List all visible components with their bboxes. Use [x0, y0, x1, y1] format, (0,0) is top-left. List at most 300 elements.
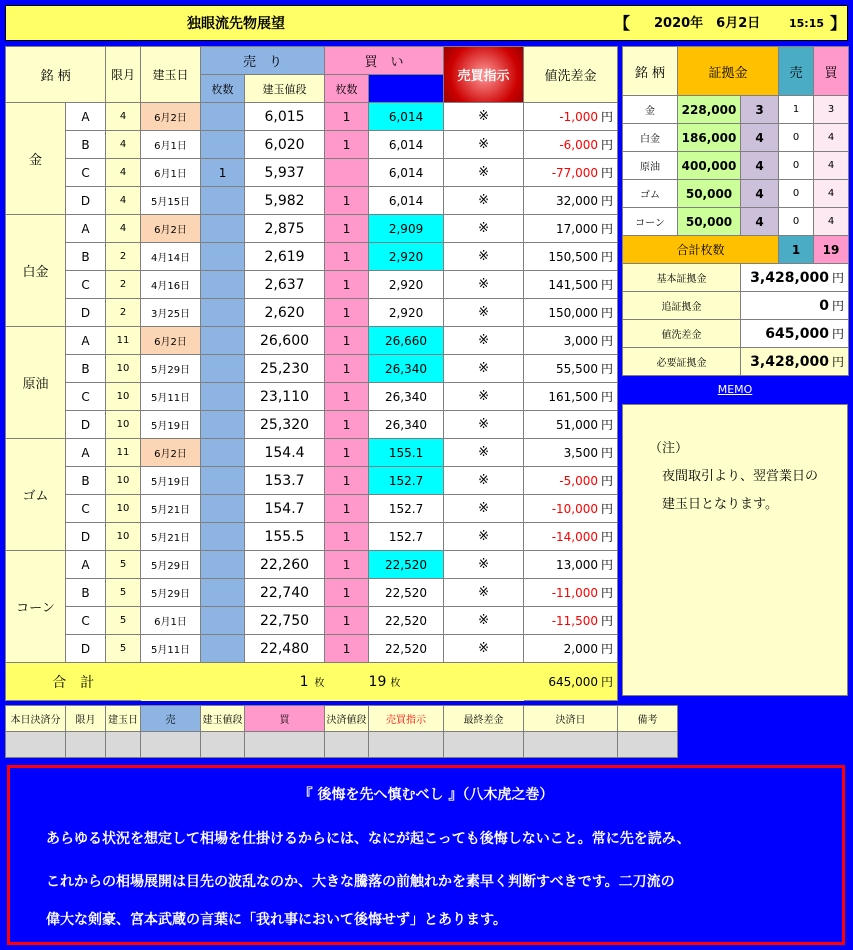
position-date: 6月2日 — [141, 215, 201, 243]
sell-qty[interactable] — [201, 635, 245, 663]
close-price: 22,520 — [369, 635, 444, 663]
buy-qty[interactable]: 1 — [325, 383, 369, 411]
position-date: 5月11日 — [141, 635, 201, 663]
header-tategyoku-nedan: 建玉値段 — [245, 75, 325, 103]
position-date: 5月29日 — [141, 355, 201, 383]
summary-amount: 645,000 — [765, 326, 829, 342]
slot-label: D — [66, 299, 106, 327]
settlement-cell[interactable] — [201, 732, 245, 758]
sell-qty[interactable] — [201, 355, 245, 383]
sell-qty[interactable] — [201, 523, 245, 551]
slot-label: C — [66, 607, 106, 635]
margin-row — [623, 180, 849, 208]
valuation-diff — [524, 131, 618, 159]
valuation-diff-value: 3,000 — [563, 334, 599, 348]
entry-price[interactable]: 22,480 — [245, 635, 325, 663]
close-price: 2,909 — [369, 215, 444, 243]
header-sell-qty: 枚数 — [201, 75, 245, 103]
valuation-diff — [524, 187, 618, 215]
yen-unit: 円 — [601, 278, 614, 292]
valuation-diff — [524, 383, 618, 411]
summary-row — [623, 320, 849, 348]
entry-price[interactable]: 26,600 — [245, 327, 325, 355]
yen-unit: 円 — [601, 194, 614, 208]
slot-label: A — [66, 551, 106, 579]
valuation-diff — [524, 159, 618, 187]
sell-qty[interactable] — [201, 383, 245, 411]
contract-month: 10 — [106, 383, 141, 411]
sell-qty[interactable] — [201, 243, 245, 271]
entry-price[interactable]: 2,619 — [245, 243, 325, 271]
settlement-header: 最終差金 — [444, 706, 524, 732]
margin-count: 4 — [741, 208, 779, 236]
margin-table — [622, 46, 849, 376]
summary-value — [741, 320, 849, 348]
valuation-diff-value: 13,000 — [556, 558, 599, 572]
close-price: 155.1 — [369, 439, 444, 467]
sell-qty[interactable] — [201, 215, 245, 243]
contract-month: 4 — [106, 131, 141, 159]
sell-qty[interactable] — [201, 579, 245, 607]
buy-qty[interactable] — [325, 159, 369, 187]
trade-instruction[interactable]: ※ — [444, 467, 524, 495]
position-date: 5月11日 — [141, 383, 201, 411]
trade-instruction[interactable]: ※ — [444, 579, 524, 607]
margin-total-sell: 1 — [779, 236, 814, 264]
margin-commodity: 白金 — [623, 124, 678, 152]
contract-month: 4 — [106, 187, 141, 215]
settlement-cell[interactable] — [66, 732, 106, 758]
yen-unit: 円 — [832, 299, 845, 313]
settlement-cell[interactable] — [6, 732, 66, 758]
buy-qty[interactable]: 1 — [325, 355, 369, 383]
close-price: 2,920 — [369, 271, 444, 299]
margin-count: 4 — [741, 180, 779, 208]
slot-label: C — [66, 383, 106, 411]
slot-label: B — [66, 131, 106, 159]
settlement-cell[interactable] — [524, 732, 618, 758]
position-date: 3月25日 — [141, 299, 201, 327]
quote-line-2: これからの相場展開は目先の波乱なのか、大きな騰落の前触れかを素早く判断すべきです。二刀流の — [46, 874, 675, 890]
margin-buy: 4 — [814, 124, 849, 152]
settlement-header-row — [6, 706, 849, 732]
summary-amount: 3,428,000 — [750, 270, 829, 286]
summary-amount: 0 — [819, 298, 829, 314]
buy-qty[interactable]: 1 — [325, 187, 369, 215]
yen-unit: 円 — [601, 675, 614, 689]
trade-instruction[interactable]: ※ — [444, 383, 524, 411]
entry-price[interactable]: 23,110 — [245, 383, 325, 411]
slot-label: B — [66, 579, 106, 607]
trade-instruction[interactable]: ※ — [444, 327, 524, 355]
valuation-diff — [524, 411, 618, 439]
table-row — [6, 467, 618, 495]
entry-price[interactable]: 25,230 — [245, 355, 325, 383]
trade-instruction[interactable]: ※ — [444, 159, 524, 187]
sell-qty[interactable] — [201, 299, 245, 327]
valuation-diff — [524, 635, 618, 663]
table-row — [6, 383, 618, 411]
valuation-diff-value: -11,000 — [551, 586, 599, 600]
buy-qty[interactable]: 1 — [325, 467, 369, 495]
buy-qty[interactable]: 1 — [325, 299, 369, 327]
trade-instruction[interactable]: ※ — [444, 523, 524, 551]
position-date: 6月1日 — [141, 159, 201, 187]
total-label: 合 計 — [6, 663, 141, 701]
entry-price[interactable]: 6,015 — [245, 103, 325, 131]
close-price: 2,920 — [369, 299, 444, 327]
yen-unit: 円 — [601, 222, 614, 236]
position-date: 5月19日 — [141, 411, 201, 439]
buy-qty[interactable]: 1 — [325, 271, 369, 299]
slot-label: C — [66, 495, 106, 523]
entry-price[interactable]: 5,937 — [245, 159, 325, 187]
valuation-diff-value: 51,000 — [556, 418, 599, 432]
settlement-header: 決済日 — [524, 706, 618, 732]
close-price: 26,340 — [369, 411, 444, 439]
positions-table — [5, 46, 618, 701]
margin-total-label: 合計枚数 — [623, 236, 779, 264]
contract-month: 10 — [106, 495, 141, 523]
slot-label: A — [66, 439, 106, 467]
close-price: 22,520 — [369, 551, 444, 579]
settlement-cell[interactable] — [245, 732, 325, 758]
margin-buy: 4 — [814, 208, 849, 236]
commodity-name: コーン — [6, 551, 66, 663]
entry-price[interactable]: 2,637 — [245, 271, 325, 299]
trade-instruction[interactable]: ※ — [444, 551, 524, 579]
buy-qty[interactable]: 1 — [325, 243, 369, 271]
margin-commodity: 原油 — [623, 152, 678, 180]
yen-unit: 円 — [832, 327, 845, 341]
yen-unit: 円 — [601, 502, 614, 516]
margin-amount: 400,000 — [678, 152, 741, 180]
valuation-diff-value: -77,000 — [551, 166, 599, 180]
yen-unit: 円 — [601, 250, 614, 264]
valuation-diff-value: 3,500 — [563, 446, 599, 460]
valuation-diff-value: 2,000 — [563, 642, 599, 656]
close-price: 152.7 — [369, 495, 444, 523]
table-row — [6, 103, 618, 131]
yen-unit: 円 — [601, 362, 614, 376]
table-row — [6, 187, 618, 215]
sell-qty[interactable]: 1 — [201, 159, 245, 187]
header-kai: 買 い — [325, 47, 444, 75]
valuation-diff — [524, 579, 618, 607]
slot-label: B — [66, 355, 106, 383]
valuation-diff-value: 161,500 — [548, 390, 599, 404]
yen-unit: 円 — [601, 166, 614, 180]
total-buy-value: 19 — [368, 673, 387, 690]
slot-label: D — [66, 523, 106, 551]
valuation-diff-value: 141,500 — [548, 278, 599, 292]
margin-total-buy: 19 — [814, 236, 849, 264]
valuation-diff — [524, 551, 618, 579]
buy-qty[interactable]: 1 — [325, 523, 369, 551]
valuation-diff — [524, 607, 618, 635]
yen-unit: 円 — [601, 390, 614, 404]
valuation-diff — [524, 355, 618, 383]
buy-qty[interactable]: 1 — [325, 215, 369, 243]
margin-row — [623, 208, 849, 236]
valuation-diff — [524, 467, 618, 495]
table-row — [6, 299, 618, 327]
table-row — [6, 495, 618, 523]
slot-label: B — [66, 467, 106, 495]
trade-instruction[interactable]: ※ — [444, 439, 524, 467]
contract-month: 10 — [106, 355, 141, 383]
sell-qty[interactable] — [201, 439, 245, 467]
position-date: 4月16日 — [141, 271, 201, 299]
close-price: 2,920 — [369, 243, 444, 271]
margin-sell: 0 — [779, 124, 814, 152]
slot-label: A — [66, 327, 106, 355]
table-row — [6, 131, 618, 159]
settlement-cell[interactable] — [618, 732, 678, 758]
contract-month: 5 — [106, 551, 141, 579]
settlement-table — [5, 705, 849, 758]
valuation-diff — [524, 327, 618, 355]
close-price: 22,520 — [369, 607, 444, 635]
table-row — [6, 635, 618, 663]
settlement-cell[interactable] — [369, 732, 444, 758]
contract-month: 4 — [106, 215, 141, 243]
slot-label: A — [66, 215, 106, 243]
entry-price[interactable]: 5,982 — [245, 187, 325, 215]
sell-qty[interactable] — [201, 131, 245, 159]
trade-instruction[interactable]: ※ — [444, 635, 524, 663]
sell-qty[interactable] — [201, 103, 245, 131]
total-spacer — [444, 663, 524, 701]
slot-label: D — [66, 411, 106, 439]
settlement-header: 買 — [245, 706, 325, 732]
sell-qty[interactable] — [201, 411, 245, 439]
total-diff-value: 645,000 — [548, 675, 599, 689]
contract-month: 5 — [106, 579, 141, 607]
yen-unit: 円 — [601, 110, 614, 124]
trade-instruction[interactable]: ※ — [444, 271, 524, 299]
margin-commodity: ゴム — [623, 180, 678, 208]
margin-count: 4 — [741, 152, 779, 180]
settlement-header: 建玉日 — [106, 706, 141, 732]
yen-unit: 円 — [601, 474, 614, 488]
commodity-name: 白金 — [6, 215, 66, 327]
table-row — [6, 271, 618, 299]
sell-qty[interactable] — [201, 271, 245, 299]
close-price: 6,014 — [369, 131, 444, 159]
margin-header-shokokin: 証拠金 — [678, 47, 779, 96]
total-spacer — [325, 663, 369, 701]
valuation-diff — [524, 243, 618, 271]
close-price: 152.7 — [369, 523, 444, 551]
position-date: 6月2日 — [141, 439, 201, 467]
sell-qty[interactable] — [201, 495, 245, 523]
trade-instruction[interactable]: ※ — [444, 607, 524, 635]
settlement-cell[interactable] — [141, 732, 201, 758]
entry-price[interactable]: 25,320 — [245, 411, 325, 439]
entry-price[interactable]: 6,020 — [245, 131, 325, 159]
buy-qty[interactable]: 1 — [325, 635, 369, 663]
trade-instruction[interactable]: ※ — [444, 187, 524, 215]
margin-row — [623, 96, 849, 124]
margin-header-kai: 買 — [814, 47, 849, 96]
valuation-diff-value: 32,000 — [556, 194, 599, 208]
position-date: 6月2日 — [141, 103, 201, 131]
entry-price[interactable]: 154.4 — [245, 439, 325, 467]
margin-amount: 50,000 — [678, 180, 741, 208]
header-baibai-shiji: 売買指示 — [444, 47, 524, 103]
contract-month: 5 — [106, 607, 141, 635]
contract-month: 2 — [106, 299, 141, 327]
settlement-entry-row — [6, 732, 849, 758]
total-diff — [524, 663, 618, 701]
sell-qty[interactable] — [201, 187, 245, 215]
position-date: 6月2日 — [141, 327, 201, 355]
buy-qty[interactable]: 1 — [325, 439, 369, 467]
sell-qty[interactable] — [201, 467, 245, 495]
valuation-diff-value: -11,500 — [551, 614, 599, 628]
table-row — [6, 579, 618, 607]
slot-label: B — [66, 243, 106, 271]
yen-unit: 円 — [601, 614, 614, 628]
summary-label: 値洗差金 — [623, 320, 741, 348]
total-sell-unit: 枚 — [314, 677, 325, 689]
margin-row — [623, 124, 849, 152]
page-title: 独眼流先物展望 — [187, 16, 285, 32]
valuation-diff — [524, 439, 618, 467]
quote-line-1: あらゆる状況を想定して相場を仕掛けるからには、なにが起こっても後悔しないこと。常に先を読み、 — [46, 831, 691, 847]
buy-qty[interactable]: 1 — [325, 103, 369, 131]
entry-price[interactable]: 154.7 — [245, 495, 325, 523]
table-row — [6, 551, 618, 579]
margin-sell: 0 — [779, 152, 814, 180]
table-row — [6, 159, 618, 187]
position-date: 5月15日 — [141, 187, 201, 215]
trade-instruction[interactable]: ※ — [444, 495, 524, 523]
position-date: 5月21日 — [141, 495, 201, 523]
close-price: 26,660 — [369, 327, 444, 355]
yen-unit: 円 — [832, 271, 845, 285]
trade-instruction[interactable]: ※ — [444, 131, 524, 159]
entry-price[interactable]: 22,740 — [245, 579, 325, 607]
yen-unit: 円 — [601, 642, 614, 656]
settlement-cell[interactable] — [106, 732, 141, 758]
margin-commodity: 金 — [623, 96, 678, 124]
buy-qty[interactable]: 1 — [325, 131, 369, 159]
trade-instruction[interactable]: ※ — [444, 243, 524, 271]
margin-buy: 3 — [814, 96, 849, 124]
total-buy — [369, 663, 444, 701]
valuation-diff-value: 55,500 — [556, 362, 599, 376]
entry-price[interactable]: 153.7 — [245, 467, 325, 495]
yen-unit: 円 — [601, 334, 614, 348]
valuation-diff-value: -14,000 — [551, 530, 599, 544]
entry-price[interactable]: 2,875 — [245, 215, 325, 243]
margin-commodity: コーン — [623, 208, 678, 236]
sell-qty[interactable] — [201, 551, 245, 579]
close-price: 6,014 — [369, 103, 444, 131]
total-buy-unit: 枚 — [390, 677, 401, 689]
close-price: 26,340 — [369, 383, 444, 411]
commodity-name: ゴム — [6, 439, 66, 551]
margin-count: 3 — [741, 96, 779, 124]
position-date: 5月21日 — [141, 523, 201, 551]
table-row — [6, 607, 618, 635]
margin-row — [623, 152, 849, 180]
buy-qty[interactable]: 1 — [325, 607, 369, 635]
entry-price[interactable]: 22,750 — [245, 607, 325, 635]
slot-label: A — [66, 103, 106, 131]
trade-instruction[interactable]: ※ — [444, 355, 524, 383]
sell-qty[interactable] — [201, 607, 245, 635]
contract-month: 4 — [106, 103, 141, 131]
summary-row — [623, 264, 849, 292]
buy-qty[interactable]: 1 — [325, 579, 369, 607]
margin-count: 4 — [741, 124, 779, 152]
quote-line-3: 偉大な剣豪、宮本武蔵の言葉に「我れ事において後悔せず」とあります。 — [46, 912, 507, 928]
slot-label: C — [66, 271, 106, 299]
valuation-diff-value: 17,000 — [556, 222, 599, 236]
buy-qty[interactable]: 1 — [325, 327, 369, 355]
margin-sell: 1 — [779, 96, 814, 124]
trade-instruction[interactable]: ※ — [444, 103, 524, 131]
buy-qty[interactable]: 1 — [325, 495, 369, 523]
margin-buy: 4 — [814, 180, 849, 208]
table-row — [6, 215, 618, 243]
trade-instruction[interactable]: ※ — [444, 215, 524, 243]
header-uri: 売 り — [201, 47, 325, 75]
header-meigara: 銘 柄 — [6, 47, 106, 103]
buy-qty[interactable]: 1 — [325, 411, 369, 439]
contract-month: 10 — [106, 523, 141, 551]
entry-price[interactable]: 155.5 — [245, 523, 325, 551]
summary-amount: 3,428,000 — [750, 354, 829, 370]
buy-qty[interactable]: 1 — [325, 551, 369, 579]
settlement-cell[interactable] — [325, 732, 369, 758]
trade-instruction[interactable]: ※ — [444, 411, 524, 439]
valuation-diff — [524, 271, 618, 299]
total-sell-value: 1 — [299, 673, 309, 690]
valuation-diff-value: -6,000 — [559, 138, 599, 152]
settlement-cell[interactable] — [444, 732, 524, 758]
summary-value — [741, 264, 849, 292]
yen-unit: 円 — [601, 530, 614, 544]
position-date: 5月29日 — [141, 551, 201, 579]
valuation-diff — [524, 103, 618, 131]
header-gengetsu: 限月 — [106, 47, 141, 103]
settlement-header: 決済値段 — [325, 706, 369, 732]
settlement-header: 売買指示 — [369, 706, 444, 732]
trade-instruction[interactable]: ※ — [444, 299, 524, 327]
settlement-header: 建玉値段 — [201, 706, 245, 732]
table-row — [6, 327, 618, 355]
header-buy-qty: 枚数 — [325, 75, 369, 103]
yen-unit: 円 — [601, 306, 614, 320]
entry-price[interactable]: 2,620 — [245, 299, 325, 327]
summary-row — [623, 348, 849, 376]
slot-label: D — [66, 187, 106, 215]
slot-label: C — [66, 159, 106, 187]
settlement-header: 売 — [141, 706, 201, 732]
date-display: 2020年 6月2日 — [654, 16, 761, 31]
close-price: 6,014 — [369, 159, 444, 187]
memo-label[interactable]: MEMO — [717, 383, 753, 396]
table-row — [6, 355, 618, 383]
sell-qty[interactable] — [201, 327, 245, 355]
entry-price[interactable]: 22,260 — [245, 551, 325, 579]
quote-title: 『 後悔を先へ慎むべし 』（八木虎之巻） — [298, 787, 554, 803]
table-row — [6, 439, 618, 467]
